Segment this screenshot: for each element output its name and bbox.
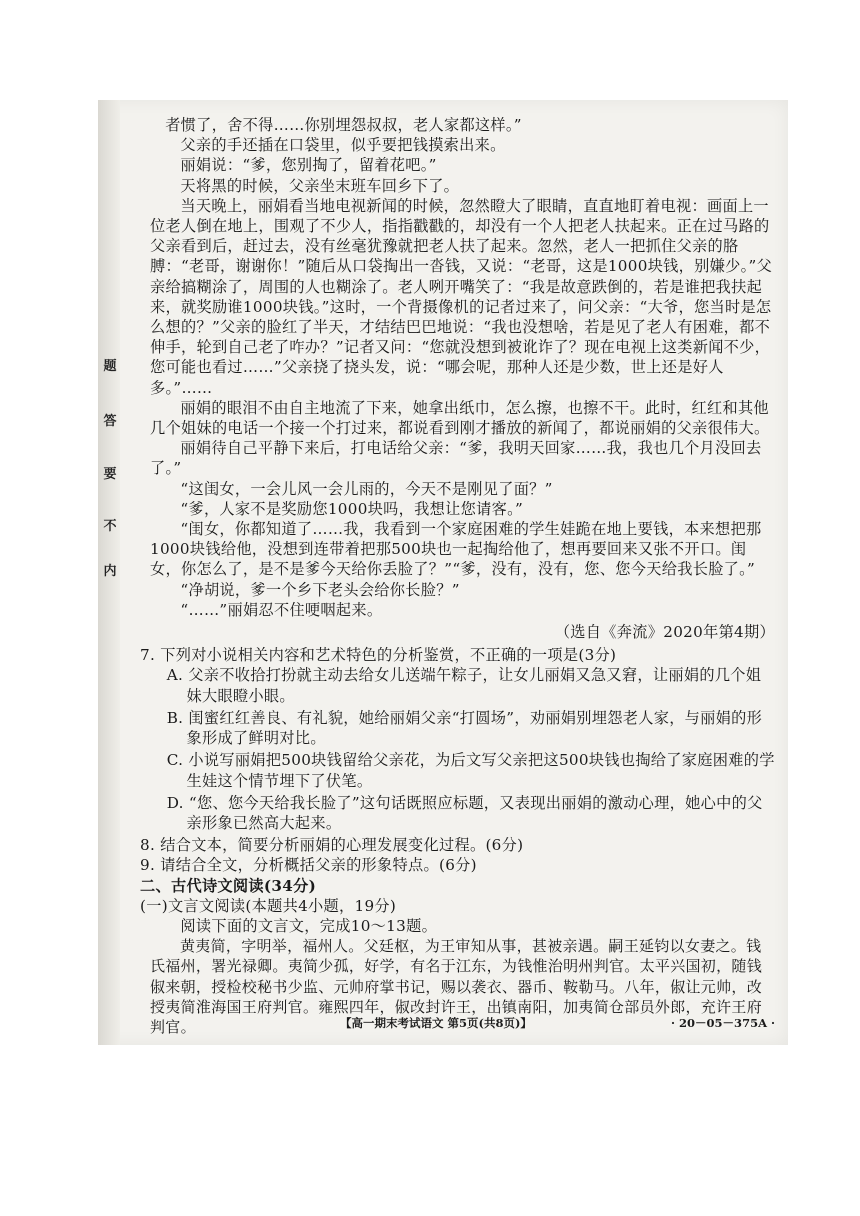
story-paragraph: “这闺女，一会儿风一会儿雨的，今天不是刚见了面？”	[180, 479, 553, 498]
story-paragraph: “爹，人家不是奖励您1000块吗，我想让您请客。”	[180, 499, 524, 518]
seal-line-margin	[103, 360, 117, 610]
story-paragraph: 父亲的手还插在口袋里，似乎要把钱摸索出来。	[180, 136, 506, 155]
question-7-stem: 7. 下列对小说相关内容和艺术特色的分析鉴赏，不正确的一项是(3分)	[140, 646, 617, 665]
page-footer	[150, 1015, 775, 1033]
footer-page-info: 【高一期末考试语文 第5页(共8页)】	[340, 1016, 532, 1030]
reading-instruction: 阅读下面的文言文，完成10～13题。	[180, 916, 438, 935]
question-7-option-b: B. 闺蜜红红善良、有礼貌，她给丽娟父亲“打圆场”，劝丽娟别埋怨老人家，与丽娟的形象形成了鲜明对比。	[166, 708, 763, 748]
margin-char: 答	[103, 414, 117, 429]
margin-char: 不	[103, 519, 117, 534]
margin-char: 要	[103, 467, 117, 482]
story-paragraph: “净胡说，爹一个乡下老头会给你长脸？”	[180, 580, 460, 599]
story-paragraph: 丽娟待自己平静下来后，打电话给父亲：“爹，我明天回家……我，我也几个月没回去了。”	[150, 439, 762, 478]
question-7-option-d: D. “您、您今天给我长脸了”这句话既照应标题，又表现出丽娟的激动心理，她心中的父亲形象已然高大起来。	[166, 793, 763, 832]
story-paragraph: “闺女，你都知道了……我，我看到一个家庭困难的学生娃跪在地上要钱，本来想把那1000块钱给他，没想到连带着把那500块也一起掏给他了，想再要回来又张不开口。闺女，你怎么了，是不是爹今天给你丢脸了？”“爹，没有，没有，您、您今天给我长脸了。”	[150, 520, 762, 579]
margin-char: 内	[103, 564, 117, 579]
question-9: 9. 请结合全文，分析概括父亲的形象特点。(6分)	[140, 856, 477, 875]
question-7-option-c: C. 小说写丽娟把500块钱留给父亲花，为后文写父亲把这500块钱也掏给了家庭困难的学生娃这个情节埋下了伏笔。	[166, 751, 775, 790]
section-heading: 二、古代诗文阅读(34分)	[140, 876, 317, 895]
source-citation: （选自《奔流》2020年第4期）	[554, 623, 775, 642]
story-paragraph: 者惯了，舍不得……你别埋怨叔叔，老人家都这样。”	[165, 116, 522, 134]
story-paragraph: 丽娟说：“爹，您别掏了，留着花吧。”	[180, 156, 437, 175]
question-8: 8. 结合文本，简要分析丽娟的心理发展变化过程。(6分)	[140, 836, 524, 855]
story-paragraph: 当天晚上，丽娟看当地电视新闻的时候，忽然瞪大了眼睛，直直地盯着电视：画面上一位老人倒在地上，围观了不少人，指指戳戳的，却没有一个人把老人扶起来。正在过马路的父亲看到后，赶过去，没有丝毫犹豫就把老人扶了起来。忽然，老人一把抓住父亲的胳膊：“老哥，谢谢你！”随后从口袋掏出一沓钱，又说：“老哥，这是1000块钱，别嫌少。”父亲给搞糊涂了，周围的人也糊涂了。老人咧开嘴笑了：“我是故意跌倒的，若是谁把我扶起来，就奖励谁1000块钱。”这时，一个背摄像机的记者过来了，问父亲：“大爷，您当时是怎么想的？”父亲的脸红了半天，才结结巴巴地说：“我也没想啥，若是见了老人有困难，都不伸手，轮到自己老了咋办？”记者又问：“您就没想到被讹诈了？现在电视上这类新闻不少，您可能也看过……”父亲挠了挠头发，说：“哪会呢，那种人还是少数，世上还是好人多。”……	[150, 196, 773, 397]
classical-chinese-passage: 黄夷简，字明举，福州人。父廷枢，为王审知从事，甚被亲遇。嗣王延钧以女妻之。钱氏福州，署光禄卿。夷简少孤，好学，有名于江东，为钱惟治明州判官。太平兴国初，随钱俶来朝，授检校秘书少监、元帅府掌书记，赐以袭衣、器币、鞍勒马。八年，俶让元帅，改授夷简淮海国王府判官。雍熙四年，俶改封许王，出镇南阳，加夷简仓部员外郎，充许王府判官。	[150, 937, 763, 1036]
story-paragraph: 天将黑的时候，父亲坐末班车回乡下了。	[180, 176, 460, 195]
question-7-option-a: A. 父亲不收拾打扮就主动去给女儿送端午粽子，让女儿丽娟又急又窘，让丽娟的几个姐妹大眼瞪小眼。	[166, 666, 762, 705]
subsection-heading: (一)文言文阅读(本题共4小题，19分)	[140, 896, 397, 915]
story-paragraph: “……”丽娟忍不住哽咽起来。	[180, 600, 383, 619]
footer-exam-code: · 20－05－375A ·	[671, 1016, 775, 1030]
story-paragraph: 丽娟的眼泪不由自主地流了下来，她拿出纸巾，怎么擦，也擦不干。此时，红红和其他几个姐妹的电话一个接一个打过来，都说看到刚才播放的新闻了，都说丽娟的父亲很伟大。	[150, 398, 770, 438]
page-content	[140, 115, 775, 1037]
margin-char: 题	[103, 359, 117, 374]
